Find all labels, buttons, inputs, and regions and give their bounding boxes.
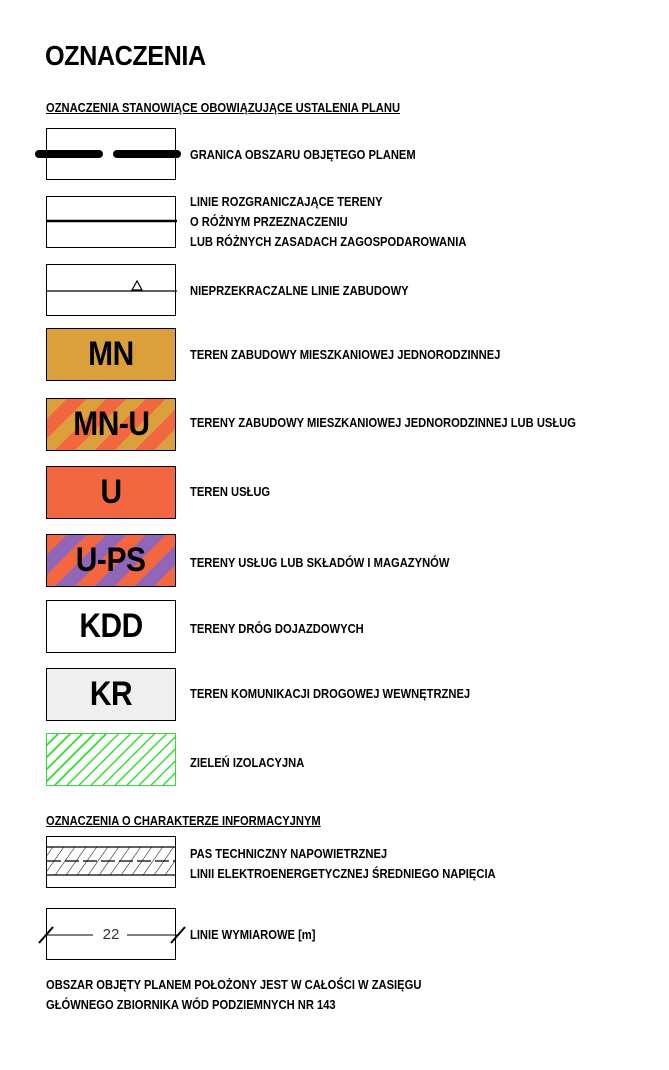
mn-label: TEREN ZABUDOWY MIESZKANIOWEJ JEDNORODZINNEJ [190,347,501,362]
boundary-line-graphic [39,127,189,183]
dividing-lines-label: LINIE ROZGRANICZAJĄCE TERENY O RÓŻNYM PRZEZNACZENIU LUB RÓŻNYCH ZASADACH ZAGOSPODAROWANIA [190,194,467,249]
footer-note: OBSZAR OBJĘTY PLANEM POŁOŻONY JEST W CAŁOŚCI W ZASIĘGU GŁÓWNEGO ZBIORNIKA WÓD PODZIEMNYCH NR 143 [46,977,422,1012]
green-hatch-symbol [46,733,176,786]
mnu-code: MN-U [72,405,150,443]
u-label: TEREN USŁUG [190,484,271,499]
u-code: U [100,473,122,511]
dimension-value: 22 [102,925,120,943]
dimension-symbol [46,908,176,960]
building-line-symbol [46,264,176,316]
kr-label: TEREN KOMUNIKACJI DROGOWEJ WEWNĘTRZNEJ [190,686,471,701]
mnu-symbol [46,398,176,451]
u-symbol [46,466,176,519]
dividing-lines-symbol [46,196,176,248]
power-line-symbol [46,836,176,888]
kr-code: KR [89,675,133,713]
ups-symbol [46,534,176,587]
kdd-code: KDD [79,607,143,645]
section-heading-info: OZNACZENIA O CHARAKTERZE INFORMACYJNYM [46,813,321,828]
kr-symbol [46,668,176,721]
building-line-graphic [39,263,189,319]
page-title: OZNACZENIA [45,40,206,71]
kdd-label: TERENY DRÓG DOJAZDOWYCH [190,621,364,636]
section-heading-binding: OZNACZENIA STANOWIĄCE OBOWIĄZUJĄCE USTALENIA PLANU [46,100,401,115]
mn-symbol [46,328,176,381]
ups-label: TERENY USŁUG LUB SKŁADÓW I MAGAZYNÓW [190,555,450,570]
boundary-symbol [46,128,176,180]
green-label: ZIELEŃ IZOLACYJNA [190,755,305,770]
mnu-label: TERENY ZABUDOWY MIESZKANIOWEJ JEDNORODZINNEJ LUB USŁUG [190,415,576,430]
kdd-symbol [46,600,176,653]
power-line-label: PAS TECHNICZNY NAPOWIETRZNEJ LINII ELEKTROENERGETYCZNEJ ŚREDNIEGO NAPIĘCIA [190,846,496,881]
boundary-label: GRANICA OBSZARU OBJĘTEGO PLANEM [190,147,416,162]
building-line-label: NIEPRZEKRACZALNE LINIE ZABUDOWY [190,283,409,298]
dimension-label: LINIE WYMIAROWE [m] [190,927,316,942]
power-line-graphic [39,835,189,891]
ups-code: U-PS [76,541,146,579]
dividing-line-graphic [39,195,189,251]
mn-code: MN [88,335,134,373]
